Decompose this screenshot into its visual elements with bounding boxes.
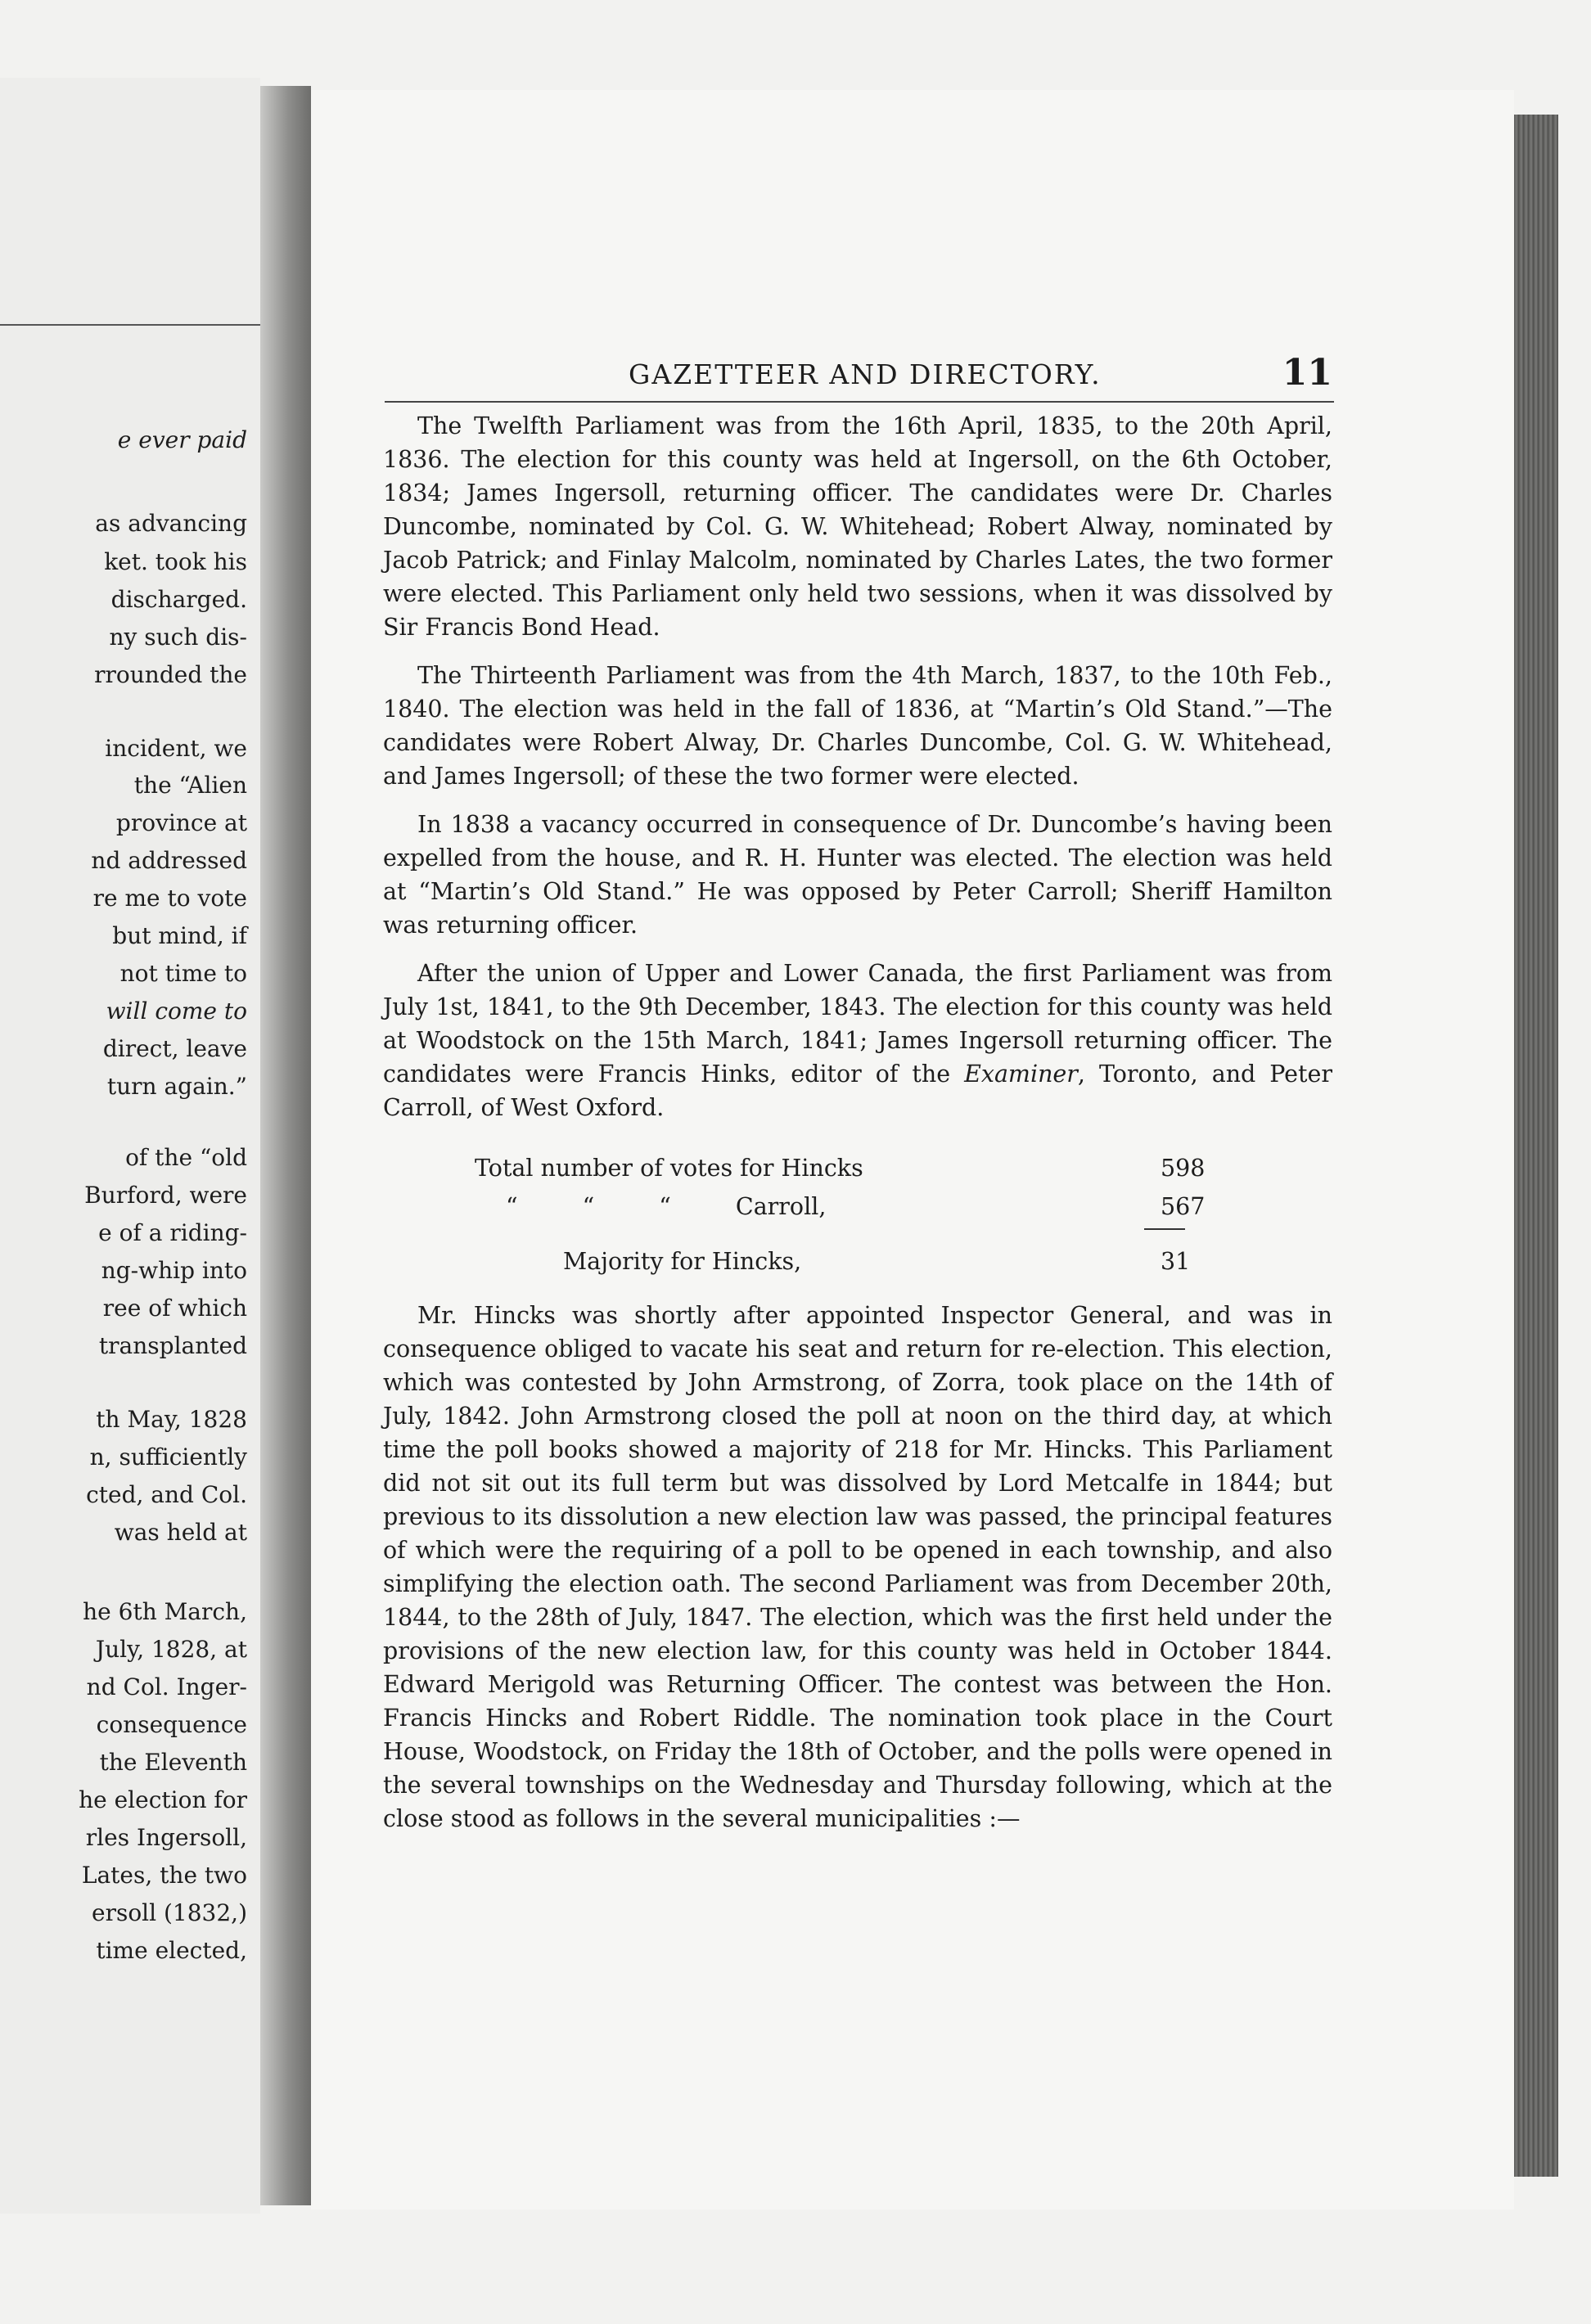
left-line: but mind, if xyxy=(112,922,247,949)
table-row xyxy=(383,1187,1332,1226)
table-row xyxy=(383,1149,1332,1187)
left-line: was held at xyxy=(114,1519,247,1546)
left-line: direct, leave xyxy=(102,1035,247,1062)
left-line: nd addressed xyxy=(91,847,247,874)
book-gutter xyxy=(260,86,311,2205)
left-line: discharged. xyxy=(110,586,247,613)
paragraph-twelfth-parliament: The Twelfth Parliament was from the 16th April, 1835, to the 20th April, 1836. The election for this county was held at Ingersoll, on the 6th October, 1834; James Ingersoll, returning officer. The candidates were Dr. Charles Duncombe, nominated by Col. G. W. Whitehead; Robert Alway, nominated by Jacob Patrick; and Finlay Malcolm, nominated by Charles Lates, the two former were elected. This Parliament only held two sessions, when it was dissolved by Sir Francis Bond Head. xyxy=(383,412,1332,641)
left-line: incident, we xyxy=(105,735,247,762)
left-line: transplanted xyxy=(98,1332,247,1359)
left-line: ree of which xyxy=(102,1295,247,1322)
carroll-value: 567 xyxy=(1161,1193,1206,1220)
left-line: as advancing xyxy=(95,510,247,537)
header-rule xyxy=(385,401,1334,403)
left-line: will come to xyxy=(106,998,247,1025)
page-number: 11 xyxy=(1282,352,1332,394)
union-text-after: , Toronto, and Peter Carroll, of West Oxford. xyxy=(383,1061,1332,1121)
left-line: Burford, were xyxy=(84,1182,247,1209)
vote-table xyxy=(383,1149,1332,1281)
carroll-label: “ “ “ Carroll, xyxy=(506,1193,827,1220)
left-line: the Eleventh xyxy=(99,1749,247,1776)
left-line: ny such dis- xyxy=(109,624,247,651)
left-line: nd Col. Inger- xyxy=(86,1673,247,1700)
left-line: of the “old xyxy=(125,1144,247,1171)
left-line: n, sufficiently xyxy=(89,1443,247,1471)
table-row xyxy=(383,1230,1332,1281)
hincks-label: Total number of votes for Hincks xyxy=(475,1155,863,1182)
left-line: cted, and Col. xyxy=(86,1481,247,1508)
left-line: July, 1828, at xyxy=(95,1636,247,1663)
paragraph-union xyxy=(383,957,1332,1124)
left-line: ersoll (1832,) xyxy=(92,1899,247,1926)
paragraph-hincks-reelection: Mr. Hincks was shortly after appointed Inspector General, and was in consequence obliged to vacate his seat and return for re-election. This election, which was contested by John Armstrong, of Zorra, took place on the 14th of July, 1842. John Armstrong closed the poll at noon on the third day, at which time the poll books showed a majority of 218 for Mr. Hincks. This Parliament did not sit out its full term but was dissolved by Lord Metcalfe in 1844; but previous to its dissolution a new election law was passed, the principal features of which were the requiring of a poll to be opened in each township, and also simplifying the election oath. The second Parliament was from December 20th, 1844, to the 28th of July, 1847. The election, which was the first held under the provisions of the new election law, for this county was held in October 1844. Edward Merigold was Returning Officer. The contest was between the Hon. Francis Hincks and Robert Riddle. The nomination took place in the Court House, Woodstock, on Friday the 18th of October, and the polls were opened in the several townships on the Wednesday and Thursday following, which at the close stood as follows in the several municipalities :— xyxy=(383,1301,1332,1832)
left-line: time elected, xyxy=(96,1937,247,1964)
sum-rule-line xyxy=(1144,1228,1185,1230)
union-text-italic: Examiner xyxy=(964,1061,1078,1088)
left-line: e ever paid xyxy=(117,426,247,453)
majority-label: Majority for Hincks, xyxy=(563,1247,802,1275)
left-line: rrounded the xyxy=(94,661,247,688)
left-line: he election for xyxy=(79,1786,247,1813)
left-line: Lates, the two xyxy=(81,1862,247,1889)
page-body xyxy=(383,409,1332,1850)
page-header xyxy=(629,352,1332,394)
left-line: he 6th March, xyxy=(83,1598,247,1625)
left-line: th May, 1828 xyxy=(96,1406,247,1433)
left-line: ket. took his xyxy=(104,548,247,575)
left-facing-page xyxy=(0,78,260,2214)
majority-value: 31 xyxy=(1161,1247,1191,1275)
hincks-value: 598 xyxy=(1161,1155,1206,1182)
running-head: GAZETTEER AND DIRECTORY. xyxy=(629,358,1102,390)
left-line: rles Ingersoll, xyxy=(85,1824,247,1851)
page-edges xyxy=(1514,115,1558,2177)
union-text-before: After the union of Upper and Lower Canada, the first Parliament was from July 1st, 1841, to the 9th December, 1843. The election for this county was held at Woodstock on the 15th March, 1841; James Ingersoll returning officer. The candidates were Francis Hinks, editor of the xyxy=(383,960,1332,1088)
left-page-rule xyxy=(0,324,260,326)
paragraph-vacancy-1838: In 1838 a vacancy occurred in consequence of Dr. Duncombe’s having been expelled from the house, and R. H. Hunter was elected. The election was held at “Martin’s Old Stand.” He was opposed by Peter Carroll; Sheriff Hamilton was returning officer. xyxy=(383,811,1332,939)
left-line: not time to xyxy=(119,960,247,987)
left-line: ng-whip into xyxy=(101,1257,247,1284)
left-line: e of a riding- xyxy=(98,1219,247,1246)
left-line: consequence xyxy=(96,1711,247,1738)
paragraph-thirteenth-parliament: The Thirteenth Parliament was from the 4th March, 1837, to the 10th Feb., 1840. The election was held in the fall of 1836, at “Martin’s Old Stand.”—The candidates were Robert Alway, Dr. Charles Duncombe, Col. G. W. Whitehead, and James Ingersoll; of these the two former were elected. xyxy=(383,662,1332,790)
left-line: province at xyxy=(115,809,247,836)
left-line: turn again.” xyxy=(106,1073,247,1100)
left-line: the “Alien xyxy=(133,772,247,799)
left-line: re me to vote xyxy=(92,885,247,912)
